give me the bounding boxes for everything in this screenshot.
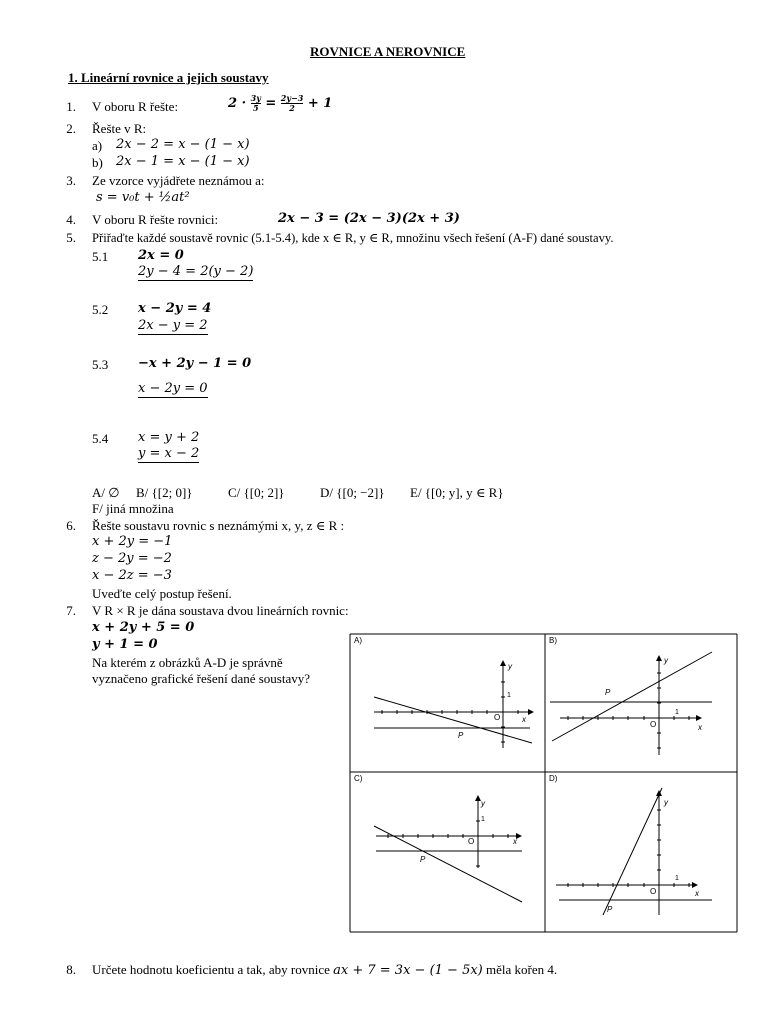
system-5-3-eq2: x − 2y = 0 — [138, 381, 208, 396]
q7-eq2: y + 1 = 0 — [92, 637, 158, 652]
system-5-2-label: 5.2 — [92, 302, 109, 317]
q2-number: 2. — [66, 121, 76, 136]
q8-text-before: Určete hodnotu koeficientu a tak, aby rovnice — [92, 962, 330, 977]
q8-number: 8. — [66, 962, 76, 977]
q8-text-after: měla kořen 4. — [486, 962, 558, 977]
q7-question-line2: vyznačeno grafické řešení dané soustavy? — [92, 671, 311, 686]
q3-number: 3. — [66, 173, 76, 188]
option-d: D/ {[0; −2]} — [320, 485, 385, 500]
graph-c-x-label: x — [513, 837, 517, 846]
graph-d-y-label: y — [664, 798, 668, 807]
q5-number: 5. — [66, 230, 76, 245]
graph-d-x-label: x — [695, 889, 699, 898]
graph-b-label: B) — [549, 636, 557, 645]
q1-equation: 2 · $\frac{3y}{5}$ = $\frac{2y-3}{2} + 1$ — [228, 93, 333, 113]
system-5-2-eq2: 2x − y = 2 — [138, 318, 208, 333]
option-f: F/ jiná množina — [92, 501, 174, 516]
q4-text: V oboru R řešte rovnici: — [92, 212, 219, 227]
q2-a-equation: 2x − 2 = x − (1 − x) — [116, 137, 250, 152]
graph-d-point: P — [607, 905, 613, 914]
system-5-4-eq2: y = x − 2 — [138, 446, 200, 461]
graph-c-y-label: y — [481, 799, 485, 808]
system-5-3-eq1: −x + 2y − 1 = 0 — [138, 356, 252, 371]
q8-equation: ax + 7 = 3x − (1 − 5x) — [333, 963, 483, 978]
q7-question-line1: Na kterém z obrázků A-D je správně — [92, 655, 283, 670]
option-b: B/ {[2; 0]} — [136, 485, 193, 500]
graph-d-origin: O — [650, 887, 657, 896]
graph-b-one: 1 — [675, 709, 679, 716]
graph-b-y-label: y — [664, 656, 668, 665]
graph-a — [354, 636, 534, 748]
option-e: E/ {[0; y], y ∈ R} — [410, 485, 504, 500]
q6-note: Uveďte celý postup řešení. — [92, 586, 232, 601]
graph-d-label: D) — [549, 774, 558, 783]
section-heading: 1. Lineární rovnice a jejich soustavy — [68, 70, 269, 85]
graph-d — [549, 774, 712, 915]
graph-c-origin: O — [468, 837, 475, 846]
q2-b-label: b) — [92, 155, 103, 170]
q6-number: 6. — [66, 518, 76, 533]
graph-b-point: P — [605, 688, 611, 697]
graph-a-label: A) — [354, 636, 362, 645]
q4-number: 4. — [66, 212, 76, 227]
system-5-1-label: 5.1 — [92, 249, 109, 264]
option-a: A/ ∅ — [92, 485, 120, 500]
q2-text: Řešte v R: — [92, 121, 147, 136]
q7-number: 7. — [66, 603, 76, 618]
graph-d-one: 1 — [675, 875, 679, 882]
q6-eq2: z − 2y = −2 — [92, 551, 172, 566]
graph-a-one: 1 — [507, 692, 511, 699]
system-5-3-label: 5.3 — [92, 357, 109, 372]
q8-line — [92, 962, 557, 978]
graph-b — [549, 636, 712, 755]
q7-eq1: x + 2y + 5 = 0 — [92, 620, 195, 635]
q5-text: Přiřaďte každé soustavě rovnic (5.1-5.4), kde x ∈ R, y ∈ R, množinu všech řešení (A-F) dané soustavy. — [92, 231, 614, 245]
q6-text: Řešte soustavu rovnic s neznámými x, y, z ∈ R : — [92, 518, 345, 533]
graph-a-y-label: y — [508, 662, 512, 671]
system-5-1-eq2: 2y − 4 = 2(y − 2) — [138, 264, 254, 279]
graph-c-one: 1 — [481, 816, 485, 823]
graph-b-origin: O — [650, 720, 657, 729]
q6-eq1: x + 2y = −1 — [92, 534, 173, 549]
system-5-1-eq1: 2x = 0 — [138, 248, 184, 263]
q1-number: 1. — [66, 99, 76, 114]
q6-eq3: x − 2z = −3 — [92, 568, 172, 583]
system-5-4-eq1: x = y + 2 — [138, 430, 200, 445]
graph-a-x-label: x — [522, 715, 526, 724]
graph-a-origin: O — [494, 713, 501, 722]
q2-a-label: a) — [92, 138, 103, 153]
graph-c — [354, 774, 522, 902]
q4-equation: 2x − 3 = (2x − 3)(2x + 3) — [278, 211, 460, 226]
page-title: ROVNICE A NEROVNICE — [310, 44, 466, 59]
graph-c-label: C) — [354, 774, 363, 783]
option-c: C/ {[0; 2]} — [228, 485, 285, 500]
q2-b-equation: 2x − 1 = x − (1 − x) — [116, 154, 250, 169]
q3-formula: s = v₀t + ½at² — [96, 190, 190, 205]
system-5-4-label: 5.4 — [92, 431, 109, 446]
q1-text: V oboru R řešte: — [92, 99, 179, 114]
q3-text: Ze vzorce vyjádřete neznámou a: — [92, 173, 265, 188]
graph-b-x-label: x — [698, 723, 702, 732]
q7-text: V R × R je dána soustava dvou lineárních rovnic: — [92, 603, 349, 618]
graph-c-point: P — [420, 855, 426, 864]
system-5-2-eq1: x − 2y = 4 — [138, 301, 212, 316]
graph-a-point: P — [458, 731, 464, 740]
